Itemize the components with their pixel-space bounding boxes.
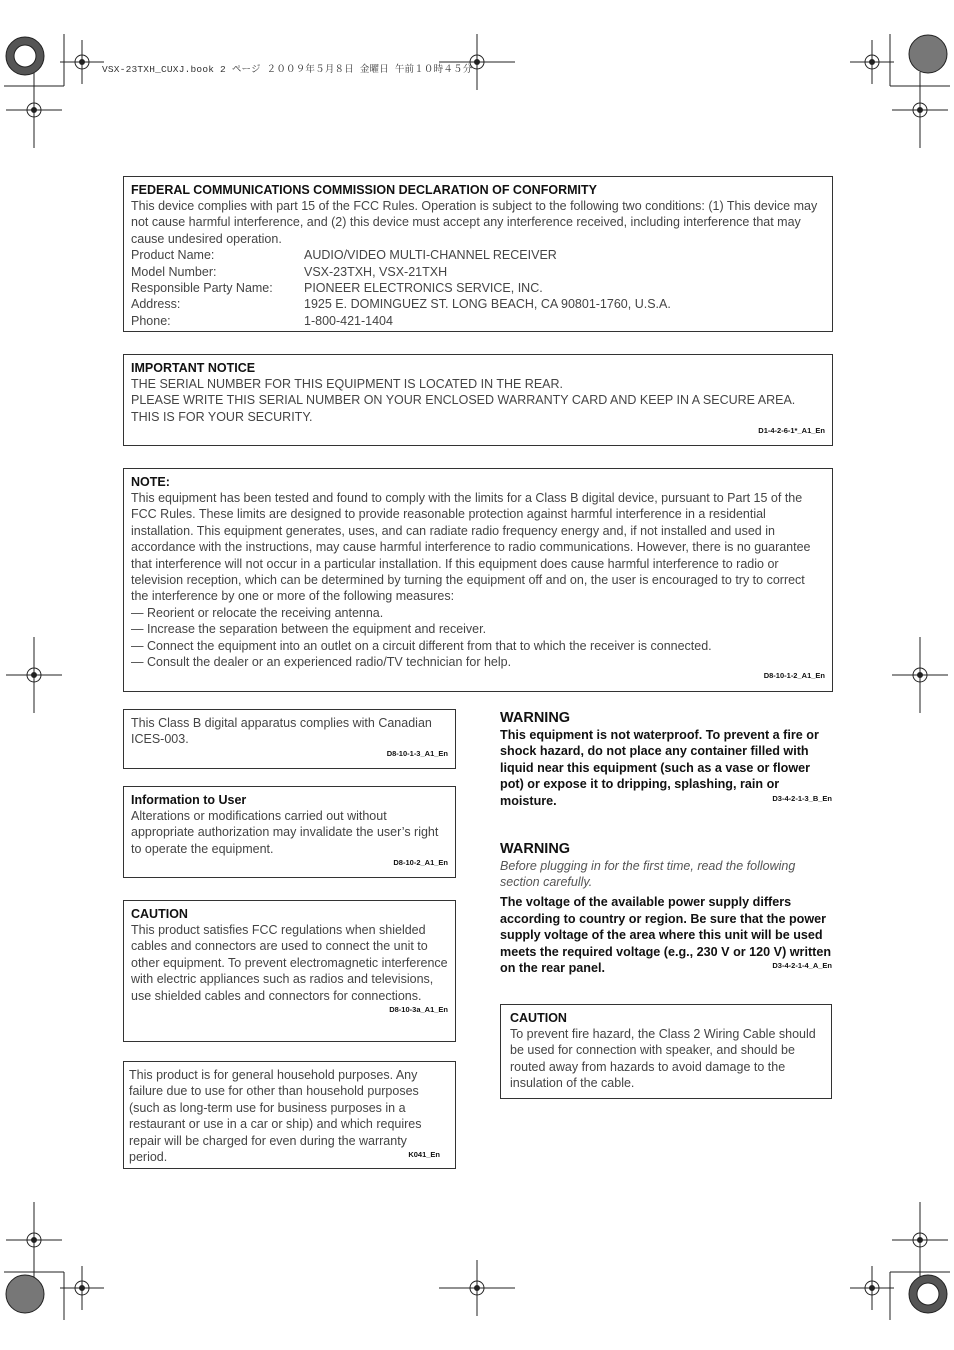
info-user-code: D8-10-2_A1_En (393, 858, 448, 868)
note-measure: — Increase the separation between the equipment and receiver. (131, 622, 487, 637)
warning-title: WARNING (500, 841, 571, 857)
info-user-body: Alterations or modifications carried out without appropriate authorization may invalidate the user’s right to operate the equipment. (131, 809, 439, 856)
fcc-body: This device complies with part 15 of the FCC Rules. Operation is subject to the following two conditions: (1) This device may not cause harmful interference, and (2) this device must accept any interference received, including interference that may cause undesired operation. (131, 199, 818, 246)
fcc-row-value: PIONEER ELECTRONICS SERVICE, INC. (304, 281, 543, 296)
note-body: This equipment has been tested and found to comply with the limits for a Class B digital device, pursuant to Part 15 of the FCC Rules. These limits are designed to provide reasonable protection against harmful interference in a residential installation. This equipment generates, uses, and can radiate radio frequency energy and, if not installed and used in accordance with the instructions, may cause harmful interference to radio communications. However, there is no guarantee that interference will not occur in a particular installation. If this equipment does cause harmful interference to radio or television reception, which can be determined by turning the equipment off and on, the user is encouraged to try to correct the interference by one or more of the following measures: (131, 491, 811, 604)
fcc-row-key: Address: (131, 297, 181, 312)
warning-voltage-body: The voltage of the available power supply differs according to country or region. Be sure that the power supply voltage of the area where this unit will be used meets the required voltage (e.g., 230 V or 120 V) written on the rear panel. (500, 895, 832, 976)
note-title: NOTE: (131, 475, 170, 489)
canada-code: D8-10-1-3_A1_En (386, 748, 448, 758)
note-code: D8-10-1-2_A1_En (763, 671, 825, 681)
caution-right-body: To prevent fire hazard, the Class 2 Wiring Cable should be used for connection with speaker, and should be routed away from hazards to avoid damage to the insulation of the cable. (510, 1027, 816, 1091)
caution-left-body: This product satisfies FCC regulations when shielded cables and connectors are used to connect the unit to other equipment. To prevent electromagnetic interference with electric appliances such as radios and televisions, use shielded cables and connectors for connections. (131, 923, 448, 1003)
household-body: This product is for general household purposes. Any failure due to use for other than household purposes (such as long-term use for business purposes in a restaurant or use in a car or ship) and which requires repair will be charged for even during the warranty period. (129, 1068, 422, 1165)
warning-voltage-code: D3-4-2-1-4_A_En (772, 961, 832, 971)
warning-waterproof-body: This equipment is not waterproof. To prevent a fire or shock hazard, do not place any container filled with liquid near this equipment (such as a vase or flower pot) or expose it to dripping, splashing, rain or moisture. (500, 728, 819, 808)
fcc-row-value: VSX-23TXH, VSX-21TXH (304, 264, 448, 279)
info-user-title: Information to User (131, 793, 247, 807)
important-title: IMPORTANT NOTICE (131, 361, 256, 375)
household-code: K041_En (408, 1150, 440, 1160)
fcc-row-value: AUDIO/VIDEO MULTI-CHANNEL RECEIVER (304, 248, 557, 263)
caution-left-title: CAUTION (131, 907, 188, 921)
important-code: D1-4-2-6-1*_A1_En (758, 426, 825, 436)
caution-right-title: CAUTION (510, 1011, 567, 1025)
note-measure: — Reorient or relocate the receiving antenna. (131, 605, 384, 620)
density-discs (6, 35, 947, 1313)
warning-waterproof-code: D3-4-2-1-3_B_En (772, 793, 832, 803)
fcc-row-value: 1-800-421-1404 (304, 313, 393, 328)
note-measure: — Connect the equipment into an outlet on a circuit different from that to which the receiver is connected. (131, 638, 712, 653)
fcc-row-key: Responsible Party Name: (131, 281, 273, 296)
fcc-row-key: Phone: (131, 313, 171, 328)
note-measure: — Consult the dealer or an experienced radio/TV technician for help. (131, 655, 512, 670)
warning-voltage-italic: Before plugging in for the first time, read the following section carefully. (500, 859, 796, 890)
caution-left-code: D8-10-3a_A1_En (389, 1005, 448, 1015)
canada-body: This Class B digital apparatus complies with Canadian ICES-003. (131, 716, 432, 747)
registration-targets (6, 34, 948, 1316)
warning-title: WARNING (500, 710, 571, 726)
fcc-row-key: Product Name: (131, 248, 215, 263)
important-line: THE SERIAL NUMBER FOR THIS EQUIPMENT IS LOCATED IN THE REAR. (131, 377, 564, 391)
fcc-row-key: Model Number: (131, 264, 217, 279)
fcc-title: FEDERAL COMMUNICATIONS COMMISSION DECLARATION OF CONFORMITY (131, 183, 597, 197)
important-line: PLEASE WRITE THIS SERIAL NUMBER ON YOUR ENCLOSED WARRANTY CARD AND KEEP IN A SECURE AREA. THIS IS FOR YOUR SECURITY. (131, 393, 796, 424)
fcc-row-value: 1925 E. DOMINGUEZ ST. LONG BEACH, CA 90801-1760, U.S.A. (304, 297, 671, 312)
file-header: VSX-23TXH_CUXJ.book 2 ページ ２００９年５月８日 金曜日 午前１０時４５分 (102, 64, 473, 75)
